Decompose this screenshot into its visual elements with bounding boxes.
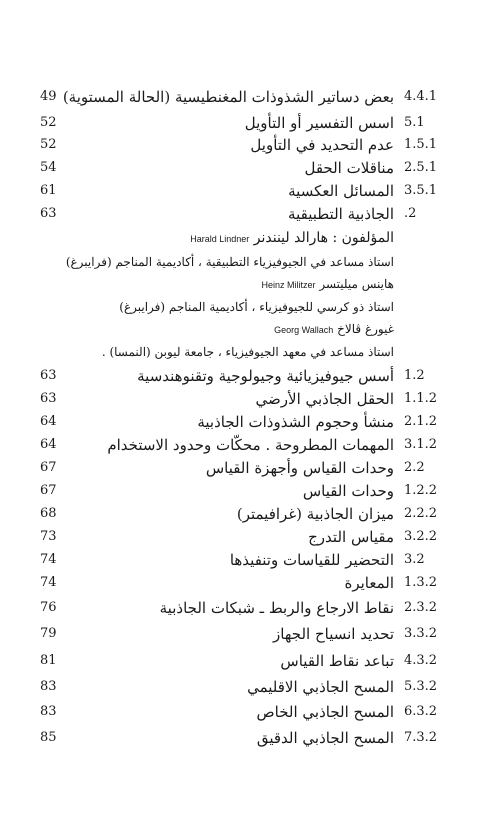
section-number: 5.1 (404, 115, 425, 130)
section-title: نقاط الارجاع والربط ـ شبكات الجاذبية (159, 599, 394, 617)
toc-entry (0, 701, 500, 723)
section-title: الحقل الجاذبي الأرضي (255, 390, 394, 408)
author-line (14, 320, 394, 339)
toc-entry (0, 503, 500, 525)
author-affiliation: استاذ مساعد في الجيوفيزياء التطبيقية ، أكاديمية المناجم (فرايبرغ) (65, 255, 394, 269)
page-number: 63 (40, 368, 57, 383)
section-number: 2.2 (404, 460, 425, 475)
section-title: المسح الجاذبي الخاص (256, 703, 394, 721)
page-number: 68 (40, 506, 57, 521)
section-number: 1.3.2 (404, 575, 438, 590)
toc-entry (0, 86, 500, 108)
section-number: 1.1.2 (404, 391, 438, 406)
author-affiliation: استاذ مساعد في معهد الجيوفيزياء ، جامعة ليوبن (النمسا) . (101, 345, 394, 359)
page-number: 83 (40, 704, 57, 719)
section-title: تباعد نقاط القياس (280, 652, 394, 670)
page-number: 79 (40, 626, 57, 641)
page-number: 64 (40, 414, 57, 429)
section-title: المسح الجاذبي الدقيق (256, 729, 394, 747)
toc-entry (0, 434, 500, 456)
section-number: 2.2.2 (404, 506, 438, 521)
section-title: المهمات المطروحة . محكّات وحدود الاستخدام (107, 436, 394, 454)
toc-entry (0, 157, 500, 179)
author-name-arabic: غيورغ ڤالاخ (337, 322, 394, 336)
toc-entry (0, 526, 500, 548)
author-line (14, 275, 394, 294)
toc-entry (0, 457, 500, 479)
section-number: 6.3.2 (404, 704, 438, 719)
section-title: تحديد انسياح الجهاز (273, 625, 394, 643)
section-title: عدم التحديد في التأويل (250, 136, 394, 154)
authors-line (14, 229, 394, 248)
page-number: 67 (40, 483, 57, 498)
section-number: 1.5.1 (404, 137, 438, 152)
page-number: 61 (40, 183, 57, 198)
section-title: اسس التفسير أو التأويل (244, 114, 394, 132)
section-number: 2.5.1 (404, 160, 438, 175)
toc-entry (0, 388, 500, 410)
section-number: 7.3.2 (404, 730, 438, 745)
author-name-arabic: هارالد لينندنر (253, 230, 329, 246)
section-number: 3.2.2 (404, 529, 438, 544)
section-title: وحدات القياس وأجهزة القياس (205, 459, 394, 477)
section-number: 4.4.1 (404, 89, 438, 104)
toc-entry (0, 180, 500, 202)
toc-entry (0, 623, 500, 645)
section-number: 3.3.2 (404, 626, 438, 641)
toc-entry (0, 134, 500, 156)
page-number: 54 (40, 160, 57, 175)
section-title: ميزان الجاذبية (غرافيمتر) (236, 505, 394, 523)
section-number: .2 (404, 206, 417, 221)
page-number: 63 (40, 391, 57, 406)
author-affiliation: استاذ ذو كرسي للجيوفيزياء ، أكاديمية المناجم (فرايبرغ) (119, 300, 394, 314)
section-title: مناقلات الحقل (304, 159, 394, 177)
section-title: وحدات القياس (302, 482, 394, 500)
section-number: 2.3.2 (404, 600, 438, 615)
section-number: 3.5.1 (404, 183, 438, 198)
toc-entry (0, 572, 500, 594)
toc-entry (0, 727, 500, 749)
author-name-latin: Harald Lindner (190, 234, 250, 244)
page-number: 81 (40, 653, 57, 668)
section-title: منشأ وحجوم الشذوذات الجاذبية (197, 413, 394, 431)
page-number: 73 (40, 529, 57, 544)
toc-entry (0, 411, 500, 433)
authors-label: المؤلفون : (332, 230, 394, 246)
section-number: 3.2 (404, 552, 425, 567)
author-name-latin: Heinz Militzer (261, 280, 316, 290)
toc-entry (0, 112, 500, 134)
section-title: بعض دساتير الشذوذات المغنطيسية (الحالة المستوية) (62, 88, 394, 106)
toc-entry (0, 676, 500, 698)
toc-entry (0, 365, 500, 387)
section-number: 5.3.2 (404, 679, 438, 694)
toc-entry (0, 480, 500, 502)
section-number: 1.2 (404, 368, 425, 383)
page-number: 67 (40, 460, 57, 475)
page-number: 49 (40, 89, 57, 104)
author-name-arabic: هاينس ميليتسر (319, 277, 394, 291)
section-title: الجاذبية التطبيقية (288, 205, 394, 223)
page-number: 52 (40, 115, 57, 130)
page-number: 52 (40, 137, 57, 152)
page-number: 83 (40, 679, 57, 694)
section-number: 1.2.2 (404, 483, 438, 498)
section-title: المسح الجاذبي الاقليمي (247, 678, 394, 696)
toc-entry (0, 203, 500, 225)
section-number: 3.1.2 (404, 437, 438, 452)
section-title: أسس جيوفيزيائية وجيولوجية وتقنوهندسية (137, 367, 394, 385)
page-number: 76 (40, 600, 57, 615)
page-number: 63 (40, 206, 57, 221)
section-title: المعايرة (344, 574, 394, 592)
toc-entry (0, 597, 500, 619)
page-number: 74 (40, 575, 57, 590)
author-name-latin: Georg Wallach (274, 325, 334, 335)
page-number: 64 (40, 437, 57, 452)
toc-entry (0, 549, 500, 571)
section-title: التحضير للقياسات وتنفيذها (229, 551, 394, 569)
section-title: المسائل العكسية (288, 182, 394, 200)
page-number: 74 (40, 552, 57, 567)
section-number: 4.3.2 (404, 653, 438, 668)
page-number: 85 (40, 730, 57, 745)
section-title: مقياس التدرج (308, 528, 394, 546)
toc-entry (0, 650, 500, 672)
section-number: 2.1.2 (404, 414, 438, 429)
